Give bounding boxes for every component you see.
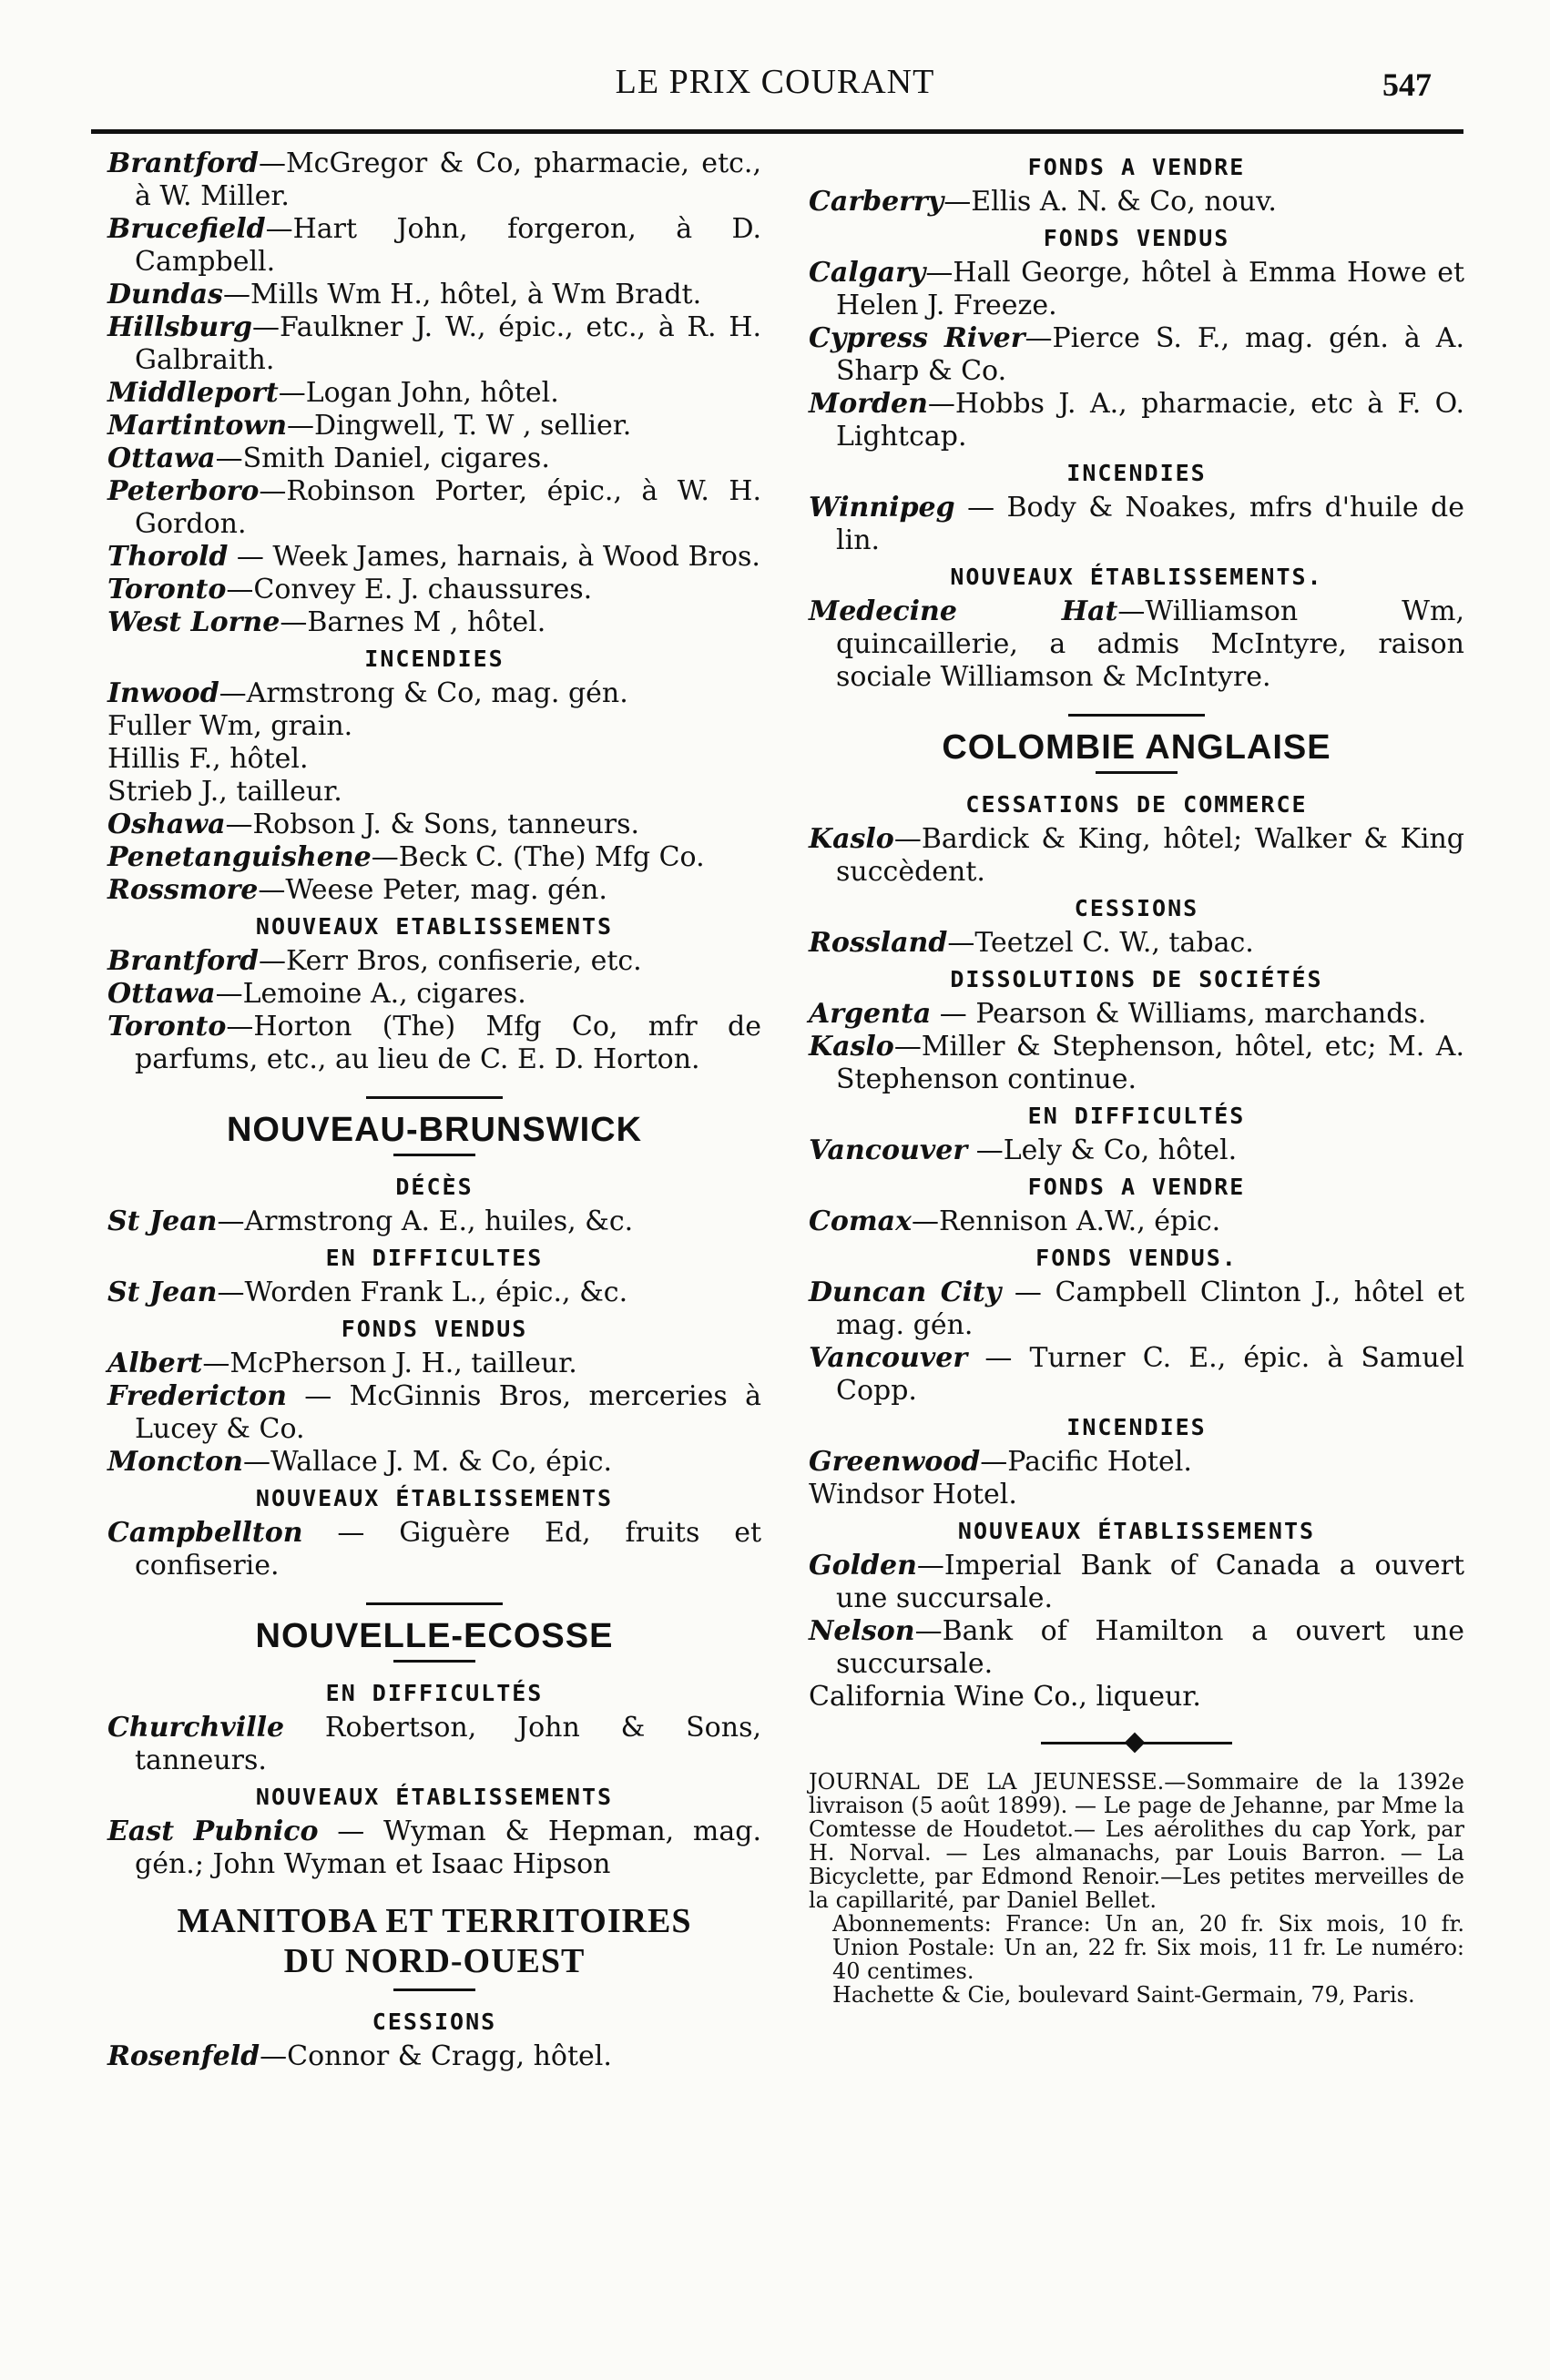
listing-entry [107, 809, 761, 841]
listing-entry [809, 1550, 1464, 1615]
section-label-difficultes: EN DIFFICULTÉS [325, 1680, 544, 1706]
divider [393, 1154, 475, 1156]
entry-text: —Lely & Co, hôtel. [967, 1134, 1238, 1166]
listing-entry [809, 257, 1464, 322]
listing-entry [107, 743, 761, 776]
divider [366, 1096, 503, 1099]
listing-entry [809, 927, 1464, 960]
place-name: Morden [809, 388, 928, 420]
place-name: Ottawa [107, 978, 216, 1010]
header-rule [91, 129, 1463, 134]
place-name: Oshawa [107, 809, 226, 840]
listing-entry [107, 776, 761, 809]
fav-list [809, 186, 1464, 219]
place-name: Peterboro [107, 475, 260, 507]
listing-entry [809, 492, 1464, 557]
listing-entry [809, 1134, 1464, 1167]
place-name: Greenwood [809, 1446, 981, 1478]
region-title-colombie-anglaise: COLOMBIE ANGLAISE [942, 728, 1331, 767]
place-name: East Pubnico [107, 1816, 319, 1847]
place-name: Moncton [107, 1446, 243, 1478]
section-label-nouveaux: NOUVEAUX ÉTABLISSEMENTS. [950, 564, 1323, 590]
entry-text: —Ellis A. N. & Co, nouv. [943, 186, 1277, 218]
entry-text: —Imperial Bank of Canada a ouvert une succursale. [836, 1550, 1464, 1614]
section-label-incendies: INCENDIES [364, 646, 505, 672]
ne-list [809, 595, 1464, 694]
divider [366, 1602, 503, 1605]
place-name: Rosenfeld [107, 2040, 260, 2072]
listing-entry [107, 606, 761, 639]
entry-text: —Lemoine A., cigares. [215, 978, 526, 1010]
inc-list [809, 492, 1464, 557]
listing-entry [809, 595, 1464, 694]
place-name: Martintown [107, 410, 288, 442]
listing-entry [107, 279, 761, 311]
listing-entry [809, 998, 1464, 1031]
entry-text: — Week James, harnais, à Wood Bros. [228, 541, 760, 573]
ca-fav-list [809, 1205, 1464, 1238]
place-name: Brantford [107, 945, 259, 977]
entry-text: — Turner C. E., épic. à Samuel Copp. [836, 1342, 1464, 1407]
listing-entry [107, 945, 761, 978]
listing-entry [809, 388, 1464, 453]
page-number: 547 [1382, 66, 1432, 103]
entry-text: — Giguère Ed, fruits et confiserie. [135, 1517, 761, 1582]
entry-text: Windsor Hotel. [809, 1479, 1017, 1510]
entry-text: Strieb J., tailleur. [107, 776, 342, 808]
entry-text: —Barnes M , hôtel. [280, 606, 546, 638]
entry-text: —Pierce S. F., mag. gén. à A. Sharp & Co. [836, 322, 1464, 387]
section-label-difficultes: EN DIFFICULTÉS [1027, 1103, 1246, 1129]
listing-entry [107, 410, 761, 442]
listing-entry [107, 1011, 761, 1076]
ca-ne-list [809, 1550, 1464, 1714]
listing-entry [107, 874, 761, 907]
entry-text: California Wine Co., liqueur. [809, 1681, 1201, 1713]
place-name: Penetanguishene [107, 841, 372, 873]
entry-text: —Connor & Cragg, hôtel. [260, 2040, 612, 2072]
region-title-line-1: MANITOBA ET TERRITOIRES [177, 1902, 692, 1940]
entry-text: —Robson J. & Sons, tanneurs. [225, 809, 640, 840]
entry-text: Hillis F., hôtel. [107, 743, 309, 775]
entry-text: —Armstrong A. E., huiles, &c. [217, 1205, 634, 1237]
running-title: LE PRIX COURANT [615, 63, 935, 101]
listing-entry [809, 1205, 1464, 1238]
place-name: Brucefield [107, 213, 266, 245]
journal-summary: JOURNAL DE LA JEUNESSE.—Sommaire de la 1392e livraison (5 août 1899). — Le page de Jehanne, par Mme la Comtesse de Houdetot.— Les aérolithes du cap York, par H. Norval. — Les almanachs, par Louis Barron. — La Bicyclette, par Edmond Renoir.—Les petites merveilles de la capillarité, par Daniel Bellet. [809, 1769, 1464, 1913]
divider [393, 1660, 475, 1663]
place-name: Rossland [809, 927, 948, 959]
entry-text: — Campbell Clinton J., hôtel et mag. gén. [836, 1276, 1464, 1341]
place-name: Comax [809, 1205, 912, 1237]
nb-fv-list [107, 1348, 761, 1479]
ca-cessions-list [809, 927, 1464, 960]
nb-diff-list [107, 1276, 761, 1309]
listing-entry [107, 541, 761, 574]
listing-entry [809, 1615, 1464, 1681]
region-title-line-2: DU NORD-OUEST [283, 1942, 586, 1980]
listing-entry [809, 1681, 1464, 1714]
diamond-ornament-icon [1125, 1733, 1146, 1754]
listing-entry [107, 1517, 761, 1582]
divider [1068, 714, 1205, 717]
journal-subscriptions: Abonnements: France: Un an, 20 fr. Six mois, 10 fr. Union Postale: Un an, 22 fr. Six mois, 11 fr. Le numéro: 40 centimes. [832, 1911, 1464, 1984]
nb-deces-list [107, 1205, 761, 1238]
region-title-nouvelle-ecosse: NOUVELLE-ECOSSE [255, 1617, 614, 1655]
place-name: Calgary [809, 257, 926, 289]
listing-entry [809, 1446, 1464, 1479]
listing-entry [107, 377, 761, 410]
entry-text: —Rennison A.W., épic. [911, 1205, 1221, 1237]
entry-text: —Bardick & King, hôtel; Walker & King succèdent. [836, 823, 1464, 888]
listing-entry [107, 1348, 761, 1380]
fv-list [809, 257, 1464, 453]
entry-text: — Pearson & Williams, marchands. [931, 998, 1427, 1030]
place-name: Vancouver [809, 1134, 968, 1166]
place-name: St Jean [107, 1205, 218, 1237]
place-name: Kaslo [809, 823, 894, 855]
place-name: Carberry [809, 186, 944, 218]
entry-text: — Body & Noakes, mfrs d'huile de lin. [836, 492, 1464, 556]
region-title-nouveau-brunswick: NOUVEAU-BRUNSWICK [226, 1111, 643, 1149]
listing-entry [107, 1446, 761, 1479]
entry-text: — Wyman & Hepman, mag. gén.; John Wyman et Isaac Hipson [135, 1816, 761, 1880]
ne-ne-list [107, 1816, 761, 1881]
listing-entry [809, 322, 1464, 388]
place-name: Vancouver [809, 1342, 968, 1374]
listing-entry [107, 1205, 761, 1238]
entry-text: —Wallace J. M. & Co, épic. [242, 1446, 613, 1478]
listing-entry [107, 2040, 761, 2073]
place-name: Cypress River [809, 322, 1025, 354]
entry-text: —Weese Peter, mag. gén. [258, 874, 607, 906]
place-name: Winnipeg [809, 492, 955, 524]
listing-entry [107, 147, 761, 213]
entry-text: —McGregor & Co, pharmacie, etc., à W. Miller. [135, 147, 761, 212]
ca-cess-list [809, 823, 1464, 889]
ne-diff-list [107, 1712, 761, 1777]
entry-text: — McGinnis Bros, merceries à Lucey & Co. [135, 1380, 761, 1445]
listing-entry [809, 186, 1464, 219]
place-name: Hillsburg [107, 311, 252, 343]
journal-notice [809, 1770, 1464, 2007]
entry-text: —Robinson Porter, épic., à W. H. Gordon. [135, 475, 761, 540]
journal-publisher: Hachette & Cie, boulevard Saint-Germain, 79, Paris. [832, 1982, 1415, 2008]
place-name: Duncan City [809, 1276, 1002, 1308]
listing-entry [107, 1380, 761, 1446]
section-label-nouveaux: NOUVEAUX ÉTABLISSEMENTS [255, 1784, 614, 1810]
place-name: Argenta [809, 998, 932, 1030]
section-label-fonds-a-vendre: FONDS A VENDRE [1027, 1174, 1246, 1200]
entry-text: —Hobbs J. A., pharmacie, etc à F. O. Lightcap. [836, 388, 1464, 453]
section-label-deces: DÉCÈS [395, 1174, 474, 1200]
entry-text: —Smith Daniel, cigares. [215, 442, 550, 474]
listing-entry [107, 1276, 761, 1309]
entry-text: —Pacific Hotel. [980, 1446, 1192, 1478]
place-name: West Lorne [107, 606, 280, 638]
listing-entry [107, 311, 761, 377]
section-label-fonds-vendus: FONDS VENDUS. [1035, 1245, 1238, 1271]
ca-diff-list [809, 1134, 1464, 1167]
listing-entry [107, 213, 761, 279]
listing-entry [107, 677, 761, 710]
listing-entry [107, 710, 761, 743]
mt-cessions-list [107, 2040, 761, 2073]
entry-text: Fuller Wm, grain. [107, 710, 353, 742]
section-label-nouveaux: NOUVEAUX ETABLISSEMENTS [255, 913, 614, 940]
listing-entry [809, 1342, 1464, 1408]
section-label-difficultes: EN DIFFICULTES [325, 1245, 544, 1271]
listing-entry [107, 978, 761, 1011]
section-label-nouveaux: NOUVEAUX ÉTABLISSEMENTS [957, 1518, 1316, 1544]
entry-text: —Hart John, forgeron, à D. Campbell. [135, 213, 761, 278]
place-name: Middleport [107, 377, 279, 409]
listing-entry [107, 442, 761, 475]
place-name: Kaslo [809, 1031, 894, 1063]
entry-text: —Horton (The) Mfg Co, mfr de parfums, etc., au lieu de C. E. D. Horton. [135, 1011, 761, 1075]
ca-inc-list [809, 1446, 1464, 1511]
section-label-cessations: CESSATIONS DE COMMERCE [965, 791, 1308, 818]
entry-text: —Bank of Hamilton a ouvert une succursale. [836, 1615, 1464, 1680]
entry-text: —Williamson Wm, quincaillerie, a admis McIntyre, raison sociale Williamson & McIntyre. [836, 595, 1464, 693]
place-name: Churchville [107, 1712, 285, 1744]
nouveaux-list [107, 945, 761, 1076]
ca-diss-list [809, 998, 1464, 1096]
entry-text: —Beck C. (The) Mfg Co. [371, 841, 705, 873]
entry-text: —Dingwell, T. W , sellier. [287, 410, 632, 442]
listing-entry [107, 1816, 761, 1881]
nb-ne-list [107, 1517, 761, 1582]
listing-entry [107, 841, 761, 874]
place-name: Ottawa [107, 442, 216, 474]
entry-text: —Armstrong & Co, mag. gén. [219, 677, 628, 709]
ontario-list [107, 147, 761, 639]
section-label-fonds-vendus: FONDS VENDUS [1043, 225, 1230, 251]
divider [1096, 771, 1178, 774]
section-label-dissolutions: DISSOLUTIONS DE SOCIÉTÉS [950, 966, 1323, 992]
place-name: Albert [107, 1348, 203, 1379]
entry-text: Robertson, John & Sons, tanneurs. [135, 1712, 761, 1776]
entry-text: —Kerr Bros, confiserie, etc. [258, 945, 642, 977]
listing-entry [809, 823, 1464, 889]
listing-entry [107, 574, 761, 606]
listing-entry [107, 475, 761, 541]
place-name: Brantford [107, 147, 259, 179]
entry-text: —Worden Frank L., épic., &c. [217, 1276, 628, 1308]
place-name: Thorold [107, 541, 229, 573]
section-label-nouveaux: NOUVEAUX ÉTABLISSEMENTS [255, 1485, 614, 1511]
region-title-manitoba [107, 1901, 761, 1981]
entry-text: —Faulkner J. W., épic., etc., à R. H. Galbraith. [135, 311, 761, 376]
place-name: Toronto [107, 574, 227, 605]
incendies-list [107, 677, 761, 907]
place-name: Toronto [107, 1011, 227, 1043]
section-label-incendies: INCENDIES [1066, 460, 1207, 486]
place-name: St Jean [107, 1276, 218, 1308]
entry-text: —Mills Wm H., hôtel, à Wm Bradt. [222, 279, 702, 310]
listing-entry [107, 1712, 761, 1777]
divider [393, 1988, 475, 1991]
listing-entry [809, 1031, 1464, 1096]
left-column [107, 147, 761, 2073]
place-name: Campbellton [107, 1517, 303, 1549]
place-name: Nelson [809, 1615, 915, 1647]
place-name: Dundas [107, 279, 223, 310]
ca-fv-list [809, 1276, 1464, 1408]
place-name: Golden [809, 1550, 917, 1582]
entry-text: —Hall George, hôtel à Emma Howe et Helen J. Freeze. [836, 257, 1464, 321]
listing-entry [809, 1479, 1464, 1511]
entry-text: —McPherson J. H., tailleur. [202, 1348, 577, 1379]
place-name: Inwood [107, 677, 219, 709]
entry-text: —Logan John, hôtel. [278, 377, 559, 409]
entry-text: —Teetzel C. W., tabac. [947, 927, 1254, 959]
page-header [0, 56, 1550, 111]
listing-entry [809, 1276, 1464, 1342]
section-label-fonds-vendus: FONDS VENDUS [341, 1316, 528, 1342]
section-label-cessions: CESSIONS [1074, 895, 1199, 921]
place-name: Rossmore [107, 874, 259, 906]
section-label-incendies: INCENDIES [1066, 1414, 1207, 1440]
section-label-fonds-a-vendre: FONDS A VENDRE [1027, 154, 1246, 180]
section-label-cessions: CESSIONS [372, 2009, 497, 2035]
entry-text: —Miller & Stephenson, hôtel, etc; M. A. Stephenson continue. [836, 1031, 1464, 1095]
ornament-divider [1041, 1737, 1232, 1748]
place-name: Fredericton [107, 1380, 287, 1412]
right-column [809, 147, 1464, 2007]
place-name: Medecine Hat [809, 595, 1118, 627]
entry-text: —Convey E. J. chaussures. [226, 574, 593, 605]
